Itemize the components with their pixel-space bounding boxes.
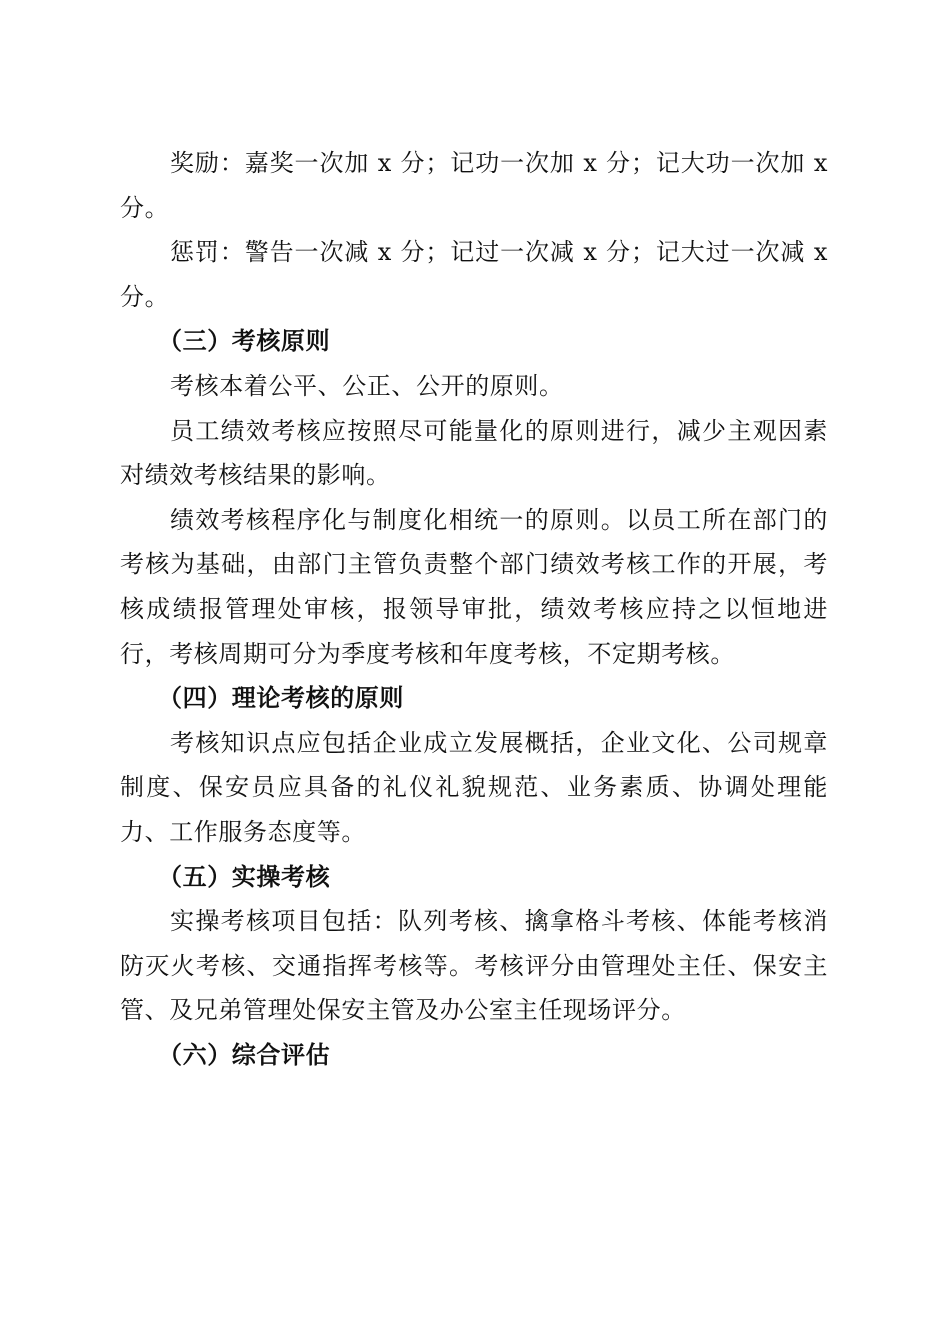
document-page (120, 141, 828, 1077)
paragraph-practical-items: 实操考核项目包括：队列考核、擒拿格斗考核、体能考核消防灭火考核、交通指挥考核等。考核评分由管理处主任、保安主管、及兄弟管理处保安主管及办公室主任现场评分。 (120, 907, 828, 1025)
paragraph-rewards: 奖励：嘉奖一次加 x 分；记功一次加 x 分；记大功一次加 x 分。 (120, 149, 828, 222)
paragraph-principle-quantify: 员工绩效考核应按照尽可能量化的原则进行，减少主观因素对绩效考核结果的影响。 (120, 416, 828, 490)
section-heading-3: （三）考核原则 (158, 327, 331, 356)
section-heading-5: （五）实操考核 (158, 862, 331, 891)
section-heading-4: （四）理论考核的原则 (158, 684, 404, 713)
paragraph-principle-fairness: 考核本着公平、公正、公开的原则。 (170, 371, 564, 400)
paragraph-principle-procedure: 绩效考核程序化与制度化相统一的原则。以员工所在部门的考核为基础，由部门主管负责整个部门绩效考核工作的开展，考核成绩报管理处审核，报领导审批，绩效考核应持之以恒地进行，考核周期可分为季度考核和年度考核，不定期考核。 (120, 505, 828, 668)
paragraph-theory-knowledge: 考核知识点应包括企业成立发展概括，企业文化、公司规章制度、保安员应具备的礼仪礼貌规范、业务素质、协调处理能力、工作服务态度等。 (120, 728, 828, 846)
section-heading-6: （六）综合评估 (158, 1040, 331, 1069)
paragraph-penalties: 惩罚：警告一次减 x 分；记过一次减 x 分；记大过一次减 x 分。 (120, 238, 828, 311)
